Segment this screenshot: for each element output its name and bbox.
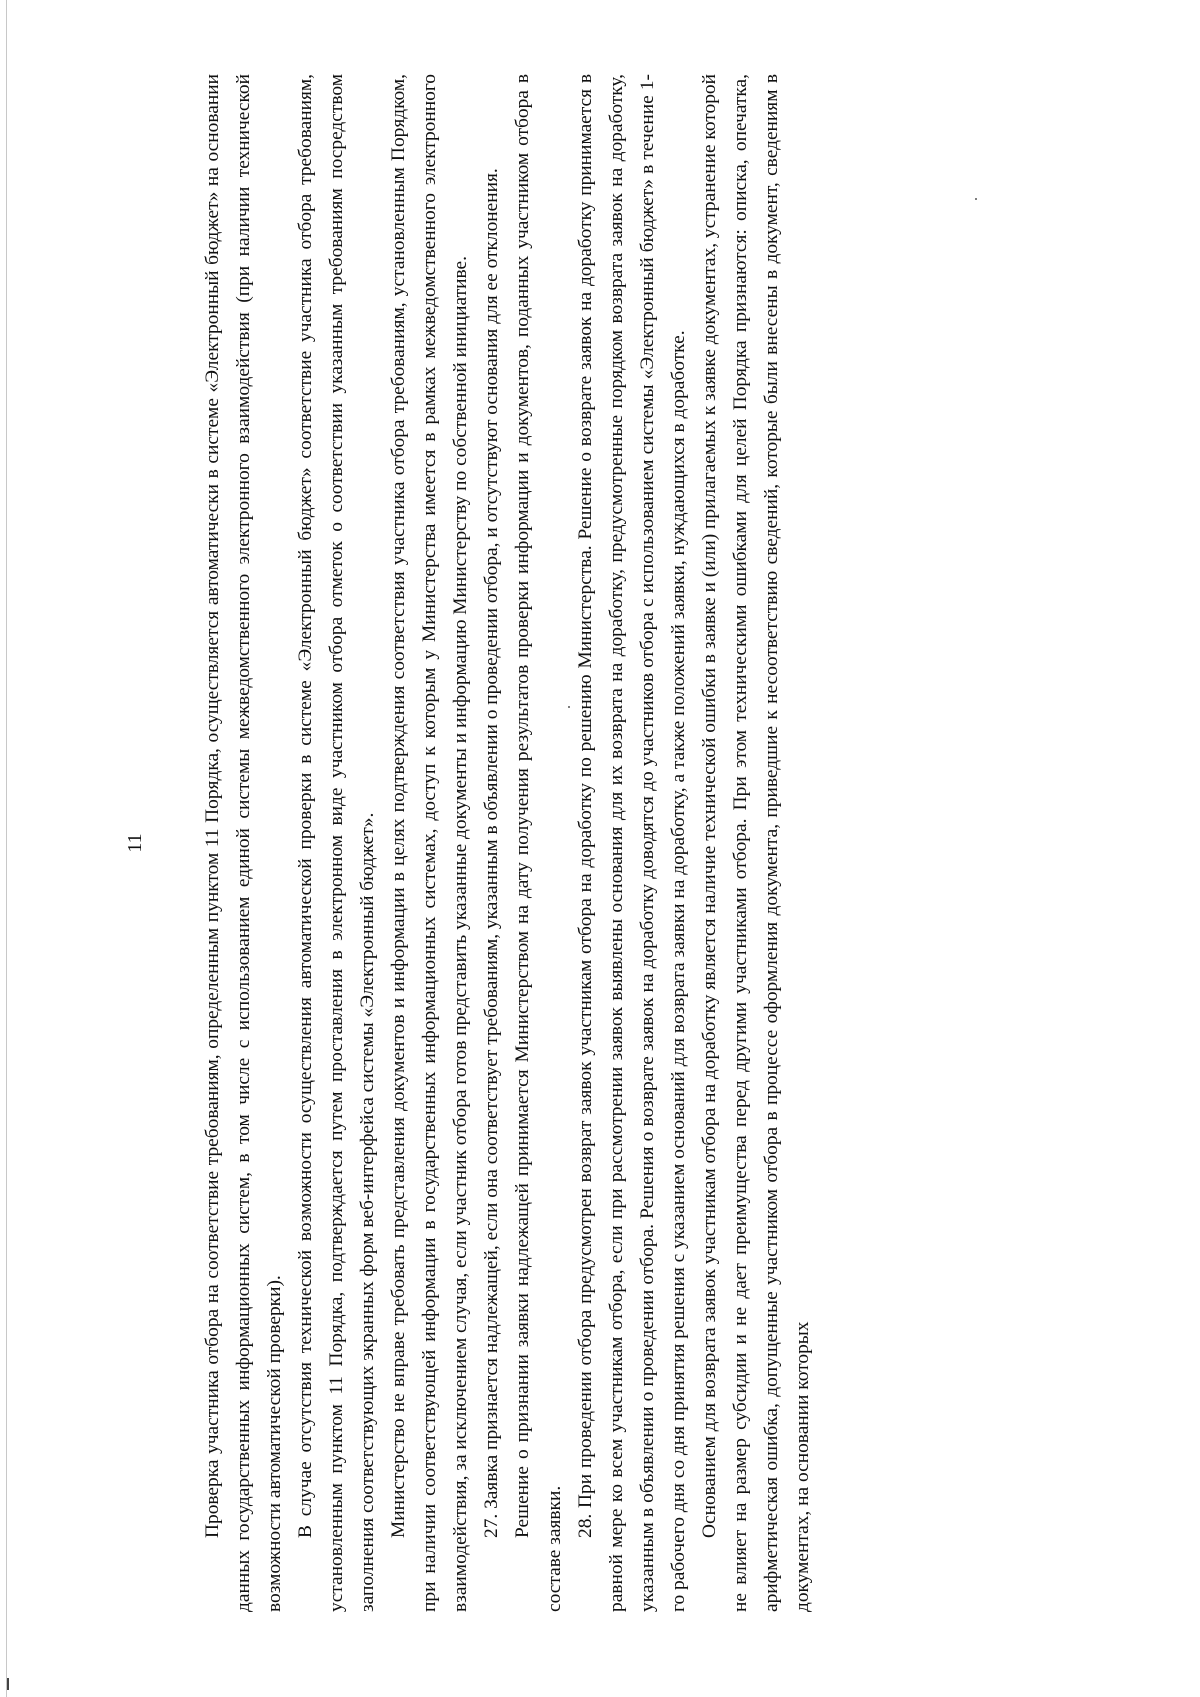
document-body: [197, 74, 818, 1612]
paragraph: Основанием для возврата заявок участникам отбора на доработку является наличие технической ошибки в заявке и (или) прилагаемых к заявке документах, устранение которой не влияет на размер субсидии и не дает преимущества перед другими участниками отбора. При этом техническими ошибками для целей Порядка признаются: описка, опечатка, арифметическая ошибка, допущенные участником отбора в процессе оформления документа, приведшие к несоответствию сведений, которые были внесены в документ, сведениям в документах, на основании которых: [698, 74, 813, 1612]
paragraph: В случае отсутствия технической возможности осуществления автоматической проверки в системе «Электронный бюджет» соответствие участника отбора требованиям, установленным пунктом 11 Порядка, подтверждается путем проставления в электронном виде участником отбора отметок о соответствии указанным требованиям посредством заполнения соответствующих экранных форм веб-интерфейса системы «Электронный бюджет».: [295, 74, 379, 1612]
paragraph: Проверка участника отбора на соответствие требованиям, определенным пунктом 11 Порядка, осуществляется автоматически в системе «Электронный бюджет» на основании данных государственных информационных систем, в том числе с использованием единой системы межведомственного электронного взаимодействия (при наличии технической возможности автоматической проверки).: [202, 74, 286, 1612]
paragraph: Министерство не вправе требовать представления документов и информации в целях подтверждения соответствия участника отбора требованиям, установленным Порядком, при наличии соответствующей информации в государственных информационных системах, доступ к которым у Министерства имеется в рамках межведомственного электронного взаимодействия, за исключением случая, если участник отбора готов представить указанные документы и информацию Министерству по собственной инициативе.: [388, 74, 472, 1612]
scan-corner-mark: [7, 1678, 19, 1690]
page-number: 11: [124, 833, 146, 853]
rotated-text-block: [125, 74, 1000, 1612]
paragraph: Решение о признании заявки надлежащей принимается Министерством на дату получения результатов проверки информации и документов, поданных участником отбора в составе заявки.: [512, 74, 565, 1612]
scan-left-edge: [6, 0, 7, 1697]
paragraph: 27. Заявка признается надлежащей, если она соответствует требованиям, указанным в объявлении о проведении отбора, и отсутствуют основания для ее отклонения.: [481, 168, 503, 1538]
paragraph: 28. При проведении отбора предусмотрен возврат заявок участникам отбора на доработку по решению Министерства. Решение о возврате заявок на доработку принимается в равной мере ко всем участникам отбора, если при рассмотрении заявок выявлены основания для их возврата на доработку, предусмотренные порядком возврата заявок на доработку, указанным в объявлении о проведении отбора. Решения о возврате заявок на доработку доводятся до участников отбора с использованием системы «Электронный бюджет» в течение 1-го рабочего дня со дня принятия решения с указанием оснований для возврата заявки на доработку, а также положений заявки, нуждающихся в доработке.: [574, 74, 689, 1612]
